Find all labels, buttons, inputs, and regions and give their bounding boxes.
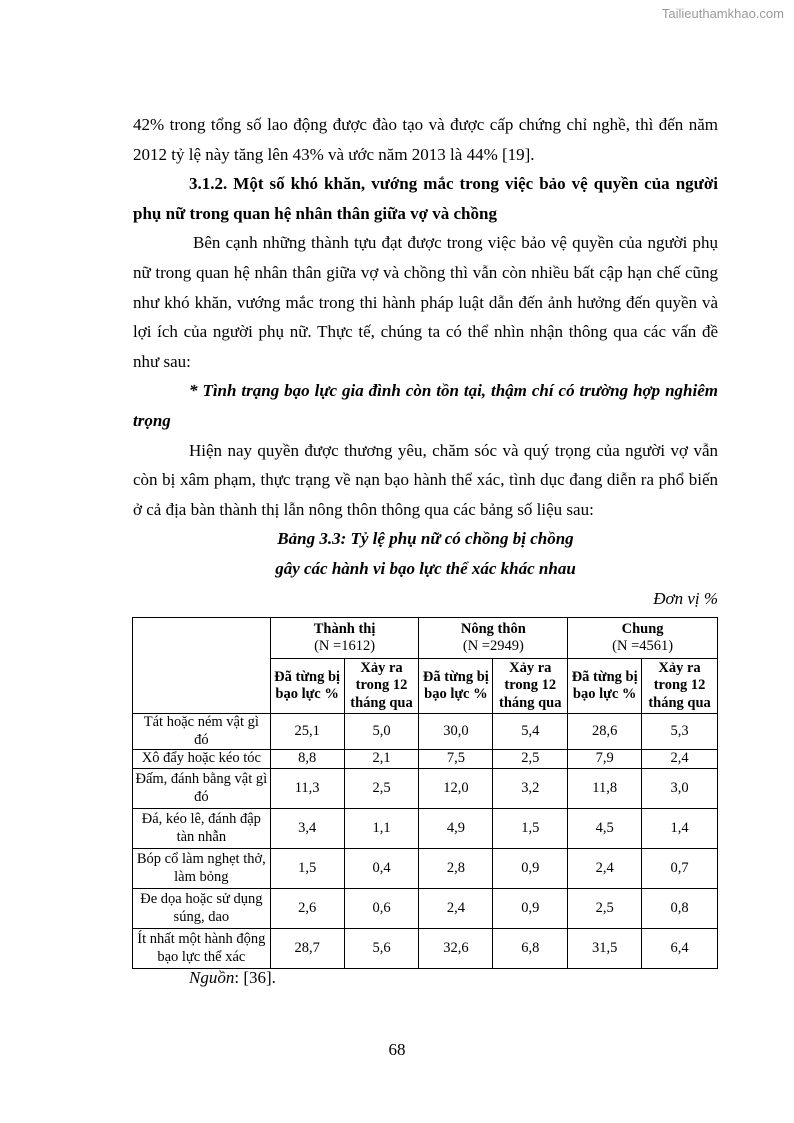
table-cell: 0,8 xyxy=(642,889,718,929)
source-label: Nguồn xyxy=(189,968,235,987)
page-body xyxy=(133,110,718,613)
table-cell: 3,4 xyxy=(270,809,344,849)
table-cell: 6,4 xyxy=(642,929,718,969)
table-cell: 2,4 xyxy=(642,750,718,769)
table-row xyxy=(133,929,718,969)
table-cell: 25,1 xyxy=(270,714,344,750)
table-cell: 1,5 xyxy=(493,809,568,849)
row-label: Ít nhất một hành động bạo lực thể xác xyxy=(133,929,271,969)
sub-header: Xảy ra trong 12 tháng qua xyxy=(493,659,568,714)
table-cell: 2,8 xyxy=(419,849,493,889)
paragraph-current-state: Hiện nay quyền được thương yêu, chăm sóc và quý trọng của người vợ vẫn còn bị xâm phạm, thực trạng về nạn bạo hành thể xác, tình dục đang diễn ra phổ biến ở cả địa bàn thành thị lẫn nông thôn thông qua các bảng số liệu sau: xyxy=(133,440,718,519)
group-name: Nông thôn xyxy=(460,620,526,637)
table-cell: 0,9 xyxy=(493,889,568,929)
row-label: Đấm, đánh bằng vật gì đó xyxy=(133,769,271,809)
page-number: 68 xyxy=(388,1040,406,1059)
table-cell: 2,5 xyxy=(344,769,419,809)
table-cell: 0,7 xyxy=(642,849,718,889)
violence-table xyxy=(132,617,718,969)
table-body xyxy=(133,714,718,969)
table-cell: 8,8 xyxy=(270,750,344,769)
table-row xyxy=(133,849,718,889)
table-cell: 2,4 xyxy=(568,849,642,889)
sub-header: Đã từng bị bạo lực % xyxy=(568,659,642,714)
table-header-groups xyxy=(133,618,718,659)
table-cell: 32,6 xyxy=(419,929,493,969)
table-row xyxy=(133,809,718,849)
table-cell: 1,1 xyxy=(344,809,419,849)
table-cell: 3,0 xyxy=(642,769,718,809)
table-cell: 28,6 xyxy=(568,714,642,750)
group-urban xyxy=(270,618,419,659)
table-cell: 2,4 xyxy=(419,889,493,929)
table-cell: 1,5 xyxy=(270,849,344,889)
row-label: Đá, kéo lê, đánh đập tàn nhẫn xyxy=(133,809,271,849)
group-total xyxy=(568,618,718,659)
source-note xyxy=(189,968,276,988)
table-caption-line1: Bảng 3.3: Tỷ lệ phụ nữ có chồng bị chồng xyxy=(277,529,574,549)
sub-header: Đã từng bị bạo lực % xyxy=(270,659,344,714)
table-cell: 0,9 xyxy=(493,849,568,889)
table-cell: 5,4 xyxy=(493,714,568,750)
table-cell: 28,7 xyxy=(270,929,344,969)
table-cell: 4,9 xyxy=(419,809,493,849)
group-rural xyxy=(419,618,568,659)
sub-header: Đã từng bị bạo lực % xyxy=(419,659,493,714)
table-cell: 0,4 xyxy=(344,849,419,889)
group-n: (N =4561) xyxy=(612,638,674,654)
table-corner-cell xyxy=(133,618,271,714)
table-unit: Đơn vị % xyxy=(653,588,718,608)
paragraph-intro: 42% trong tổng số lao động được đào tạo và được cấp chứng chỉ nghề, thì đến năm 2012 tỷ lệ này tăng lên 43% và ước năm 2013 là 44% [19]. xyxy=(133,115,718,164)
table-cell: 11,8 xyxy=(568,769,642,809)
source-text: : [36]. xyxy=(234,968,276,987)
table-cell: 6,8 xyxy=(493,929,568,969)
table-row xyxy=(133,769,718,809)
sub-header: Xảy ra trong 12 tháng qua xyxy=(642,659,718,714)
table-cell: 31,5 xyxy=(568,929,642,969)
table-cell: 7,9 xyxy=(568,750,642,769)
table-cell: 5,6 xyxy=(344,929,419,969)
table-cell: 5,3 xyxy=(642,714,718,750)
table-cell: 7,5 xyxy=(419,750,493,769)
group-name: Thành thị xyxy=(313,620,376,637)
group-n: (N =2949) xyxy=(462,638,524,654)
group-n: (N =1612) xyxy=(314,638,376,654)
row-label: Bóp cổ làm nghẹt thở, làm bỏng xyxy=(133,849,271,889)
table-cell: 30,0 xyxy=(419,714,493,750)
table-cell: 1,4 xyxy=(642,809,718,849)
row-label: Tát hoặc ném vật gì đó xyxy=(133,714,271,750)
table-caption-line2: gây các hành vi bạo lực thể xác khác nhau xyxy=(275,558,576,578)
table-cell: 2,5 xyxy=(493,750,568,769)
sub-header: Xảy ra trong 12 tháng qua xyxy=(344,659,419,714)
table-cell: 3,2 xyxy=(493,769,568,809)
watermark: Tailieuthamkhao.com xyxy=(661,6,784,21)
table-cell: 2,5 xyxy=(568,889,642,929)
table-cell: 0,6 xyxy=(344,889,419,929)
table-row xyxy=(133,714,718,750)
row-label: Đe dọa hoặc sử dụng súng, dao xyxy=(133,889,271,929)
table-row xyxy=(133,889,718,929)
table-cell: 2,1 xyxy=(344,750,419,769)
row-label: Xô đẩy hoặc kéo tóc xyxy=(133,750,271,769)
table-cell: 4,5 xyxy=(568,809,642,849)
subsection-heading: * Tình trạng bạo lực gia đình còn tồn tại, thậm chí có trường hợp nghiêm trọng xyxy=(133,381,718,430)
table-cell: 2,6 xyxy=(270,889,344,929)
table-cell: 11,3 xyxy=(270,769,344,809)
table-row xyxy=(133,750,718,769)
table-cell: 5,0 xyxy=(344,714,419,750)
table-cell: 12,0 xyxy=(419,769,493,809)
paragraph-context: Bên cạnh những thành tựu đạt được trong việc bảo vệ quyền của người phụ nữ trong quan hệ nhân thân giữa vợ và chồng thì vẫn còn nhiều bất cập hạn chế cũng như khó khăn, vướng mắc trong thi hành pháp luật dẫn đến ảnh hưởng đến quyền và lợi ích của người phụ nữ. Thực tế, chúng ta có thể nhìn nhận thông qua các vấn đề như sau: xyxy=(133,233,718,371)
group-name: Chung xyxy=(621,620,664,637)
section-heading: 3.1.2. Một số khó khăn, vướng mắc trong việc bảo vệ quyền của người phụ nữ trong quan hệ nhân thân giữa vợ và chồng xyxy=(133,174,718,223)
